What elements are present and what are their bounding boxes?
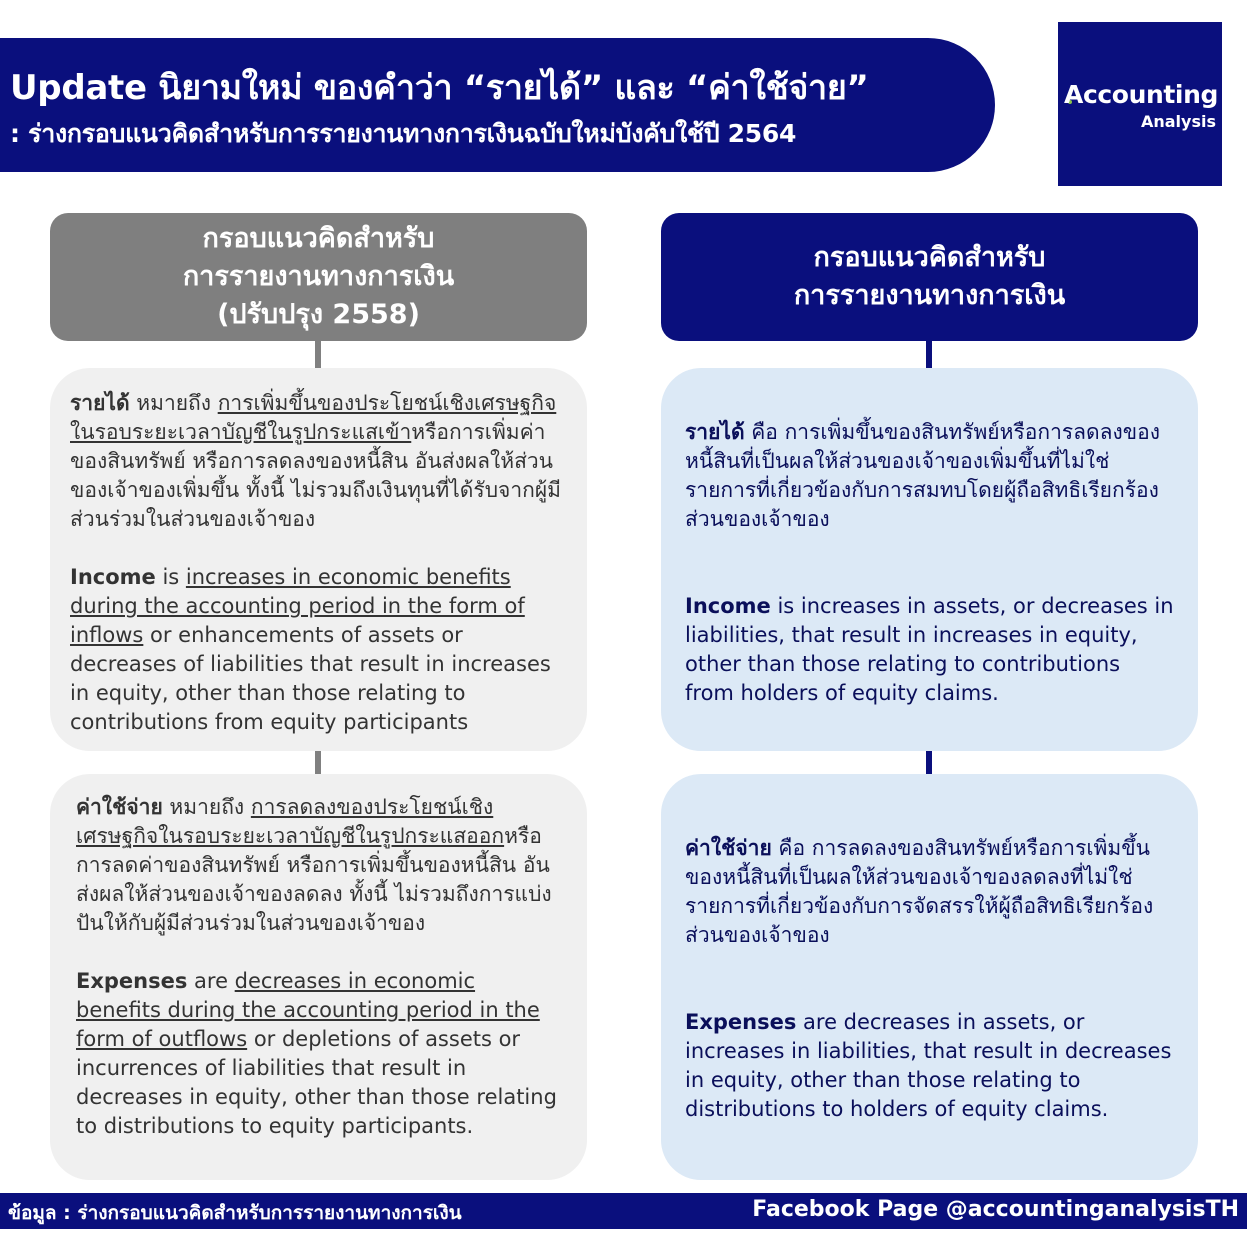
underlined-definition: การลดลงของประโยชน์เชิงเศรษฐกิจในรอบระยะเวลาบัญชีในรูปกระแสออก (76, 795, 505, 848)
left-header-line-2: การรายงานทางการเงิน (182, 261, 455, 292)
definition-rest: are decreases in assets, or increases in liabilities, that result in decreases in equity, other than those relating to distributions to holders of equity claims. (685, 1010, 1172, 1121)
right-expense-panel (661, 774, 1198, 1180)
definition-rest: คือ การลดลงของสินทรัพย์หรือการเพิ่มขึ้นของหนี้สินที่เป็นผลให้ส่วนของเจ้าของลดลงที่ไม่ใช่รายการที่เกี่ยวข้องกับการจัดสรรให้ผู้ถือสิทธิเรียกร้องส่วนของเจ้าของ (685, 836, 1154, 947)
left-header-line-1: กรอบแนวคิดสำหรับ (202, 223, 435, 254)
page-title: Update นิยามใหม่ ของคำว่า “รายได้” และ “ค่าใช้จ่าย” (10, 68, 869, 108)
left-income-thai-definition (70, 389, 563, 534)
left-header-line-3: (ปรับปรุง 2558) (217, 299, 420, 330)
left-income-english-definition (70, 563, 563, 737)
underlined-definition: การเพิ่มขึ้นของประโยชน์เชิงเศรษฐกิจในรอบระยะเวลาบัญชีในรูปกระแสเข้า (70, 391, 557, 444)
left-expense-thai-definition (76, 793, 563, 938)
right-expense-thai-definition (685, 834, 1174, 950)
definition-connector: is (155, 565, 186, 589)
right-connector-middle (926, 751, 932, 774)
expense-term-thai: ค่าใช้จ่าย (685, 836, 772, 860)
logo-sub-text: Analysis (1140, 112, 1216, 131)
expense-term-english: Expenses (685, 1010, 797, 1034)
footer-bar (0, 1193, 1247, 1229)
definition-rest: or enhancements of assets or decreases of liabilities that result in increases in equity, other than those relating to contributions from equity participants (70, 623, 551, 734)
right-column-header (661, 213, 1198, 341)
definition-rest: is increases in assets, or decreases in liabilities, that result in increases in equity, other than those relating to contributions from holders of equity claims. (685, 594, 1174, 705)
underlined-definition: decreases in economic benefits during the accounting period in the form of outflows (76, 969, 540, 1051)
definition-connector: หมายถึง (162, 795, 251, 819)
definition-rest: คือ การเพิ่มขึ้นของสินทรัพย์หรือการลดลงของหนี้สินที่เป็นผลให้ส่วนของเจ้าของเพิ่มขึ้นที่ไม่ใช่รายการที่เกี่ยวข้องกับการสมทบโดยผู้ถือสิทธิเรียกร้องส่วนของเจ้าของ (685, 420, 1160, 531)
footer-source: ข้อมูล : ร่างกรอบแนวคิดสำหรับการรายงานทางการเงิน (8, 1202, 462, 1224)
right-header-line-1: กรอบแนวคิดสำหรับ (813, 242, 1046, 273)
income-term-english: Income (685, 594, 771, 618)
left-connector-top (315, 341, 321, 368)
definition-rest: หรือการเพิ่มค่าของสินทรัพย์ หรือการลดลงของหนี้สิน อันส่งผลให้ส่วนของเจ้าของเพิ่มขึ้น ทั้งนี้ ไม่รวมถึงเงินทุนที่ได้รับจากผู้มีส่วนร่วมในส่วนของเจ้าของ (70, 420, 561, 531)
underlined-definition: increases in economic benefits during the accounting period in the form of inflows (70, 565, 525, 647)
title-banner (0, 38, 995, 172)
right-connector-top (926, 341, 932, 368)
expense-term-english: Expenses (76, 969, 188, 993)
left-income-panel (50, 368, 587, 751)
income-term-thai: รายได้ (685, 420, 745, 444)
left-expense-english-definition (76, 967, 563, 1141)
income-term-thai: รายได้ (70, 391, 130, 415)
left-connector-middle (315, 751, 321, 774)
left-column-header (50, 213, 587, 341)
definition-rest: หรือการลดค่าของสินทรัพย์ หรือการเพิ่มขึ้นของหนี้สิน อันส่งผลให้ส่วนของเจ้าของลดลง ทั้งนี้ ไม่รวมถึงการแบ่งปันให้กับผู้มีส่วนร่วมในส่วนของเจ้าของ (76, 824, 552, 935)
definition-rest: or depletions of assets or incurrences of liabilities that result in decreases in equity, other than those relating to distributions to equity participants. (76, 1027, 557, 1138)
expense-term-thai: ค่าใช้จ่าย (76, 795, 163, 819)
right-expense-english-definition (685, 1008, 1174, 1124)
definition-connector: are (187, 969, 235, 993)
income-term-english: Income (70, 565, 156, 589)
page-subtitle: : ร่างกรอบแนวคิดสำหรับการรายงานทางการเงินฉบับใหม่บังคับใช้ปี 2564 (10, 119, 797, 148)
right-income-panel (661, 368, 1198, 751)
logo-main-text: Accounting (1064, 80, 1218, 109)
footer-facebook-page: Facebook Page @accountinganalysisTH (752, 1197, 1239, 1222)
left-expense-panel (50, 774, 587, 1180)
right-income-english-definition (685, 592, 1174, 708)
accounting-analysis-logo (1058, 22, 1222, 186)
definition-connector: หมายถึง (129, 391, 218, 415)
right-income-thai-definition (685, 418, 1174, 534)
right-header-line-2: การรายงานทางการเงิน (793, 280, 1066, 311)
